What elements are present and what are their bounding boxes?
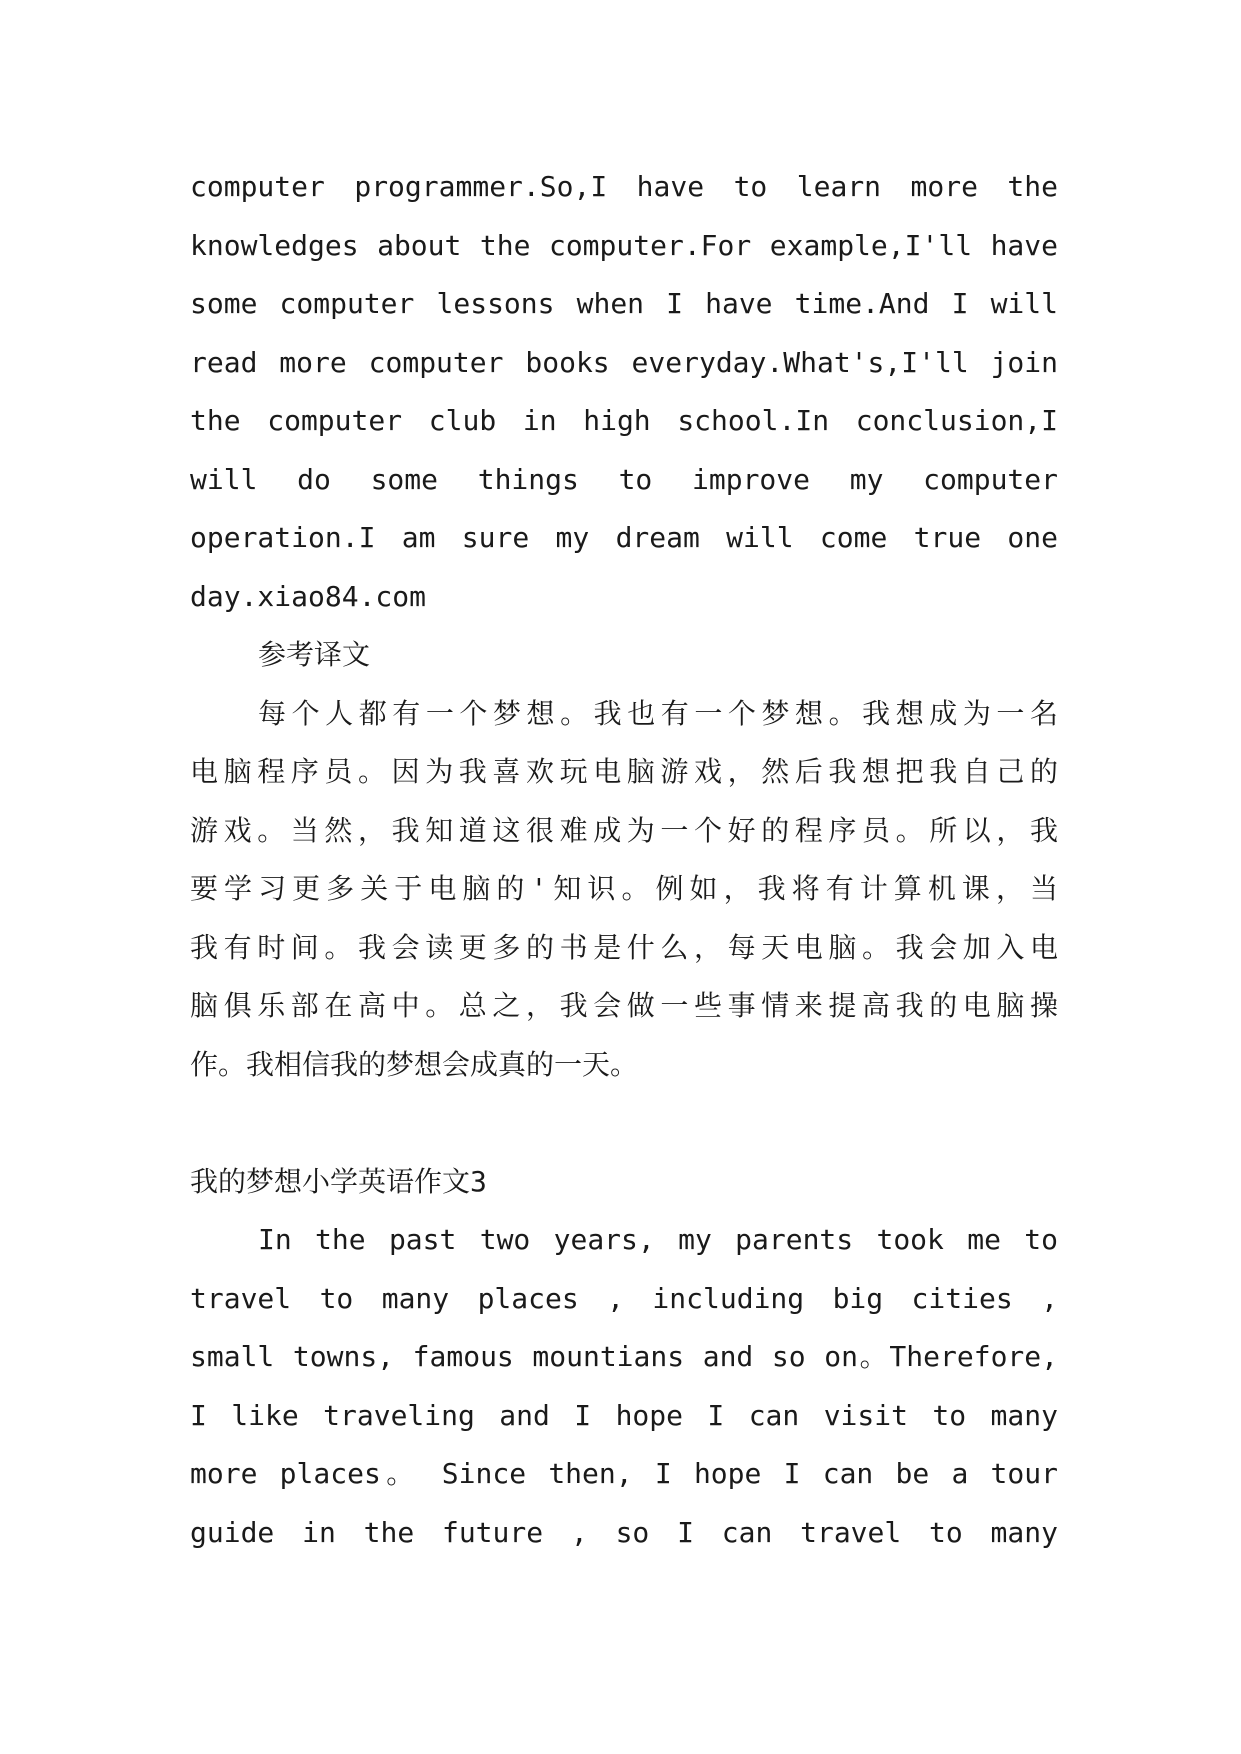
text-line: 我有时间。我会读更多的书是什么，每天电脑。我会加入电	[190, 930, 1058, 964]
text-line: will do some things to improve my computer	[190, 462, 1058, 496]
paragraph-spacer	[190, 1094, 1058, 1153]
text-line: I like traveling and I hope I can visit to many	[190, 1398, 1058, 1432]
text-line: some computer lessons when I have time.And I will	[190, 287, 1058, 320]
essay-2-english-paragraph	[190, 158, 1058, 626]
text-line: 电脑程序员。因为我喜欢玩电脑游戏，然后我想把我自己的	[190, 755, 1058, 788]
translation-paragraph	[190, 685, 1058, 1095]
essay-3-title: 我的梦想小学英语作文3	[190, 1164, 487, 1198]
text-line: In the past two years, my parents took me to	[258, 1223, 1058, 1256]
text-line: 作。我相信我的梦想会成真的一天。	[190, 1047, 639, 1081]
document-body	[190, 158, 1058, 1562]
text-line: read more computer books everyday.What's,I'll join	[190, 345, 1058, 379]
text-line: 要学习更多关于电脑的'知识。例如，我将有计算机课，当	[190, 872, 1058, 905]
text-line: the computer club in high school.In conclusion,I	[190, 404, 1058, 437]
text-line: more places。 Since then, I hope I can be a tour	[190, 1457, 1058, 1490]
text-line: operation.I am sure my dream will come true one	[190, 521, 1058, 554]
text-line: travel to many places , including big cities ,	[190, 1281, 1058, 1315]
text-line: 每个人都有一个梦想。我也有一个梦想。我想成为一名	[258, 696, 1058, 730]
translation-label: 参考译文	[258, 638, 371, 671]
text-line: knowledges about the computer.For example,I'll have	[190, 228, 1058, 262]
text-line: small towns, famous mountians and so on。Therefore,	[190, 1340, 1058, 1373]
text-line: day.xiao84.com	[190, 579, 427, 613]
text-line: computer programmer.So,I have to learn more the	[190, 170, 1058, 203]
text-line: 脑俱乐部在高中。总之，我会做一些事情来提高我的电脑操	[190, 989, 1058, 1022]
text-line: guide in the future , so I can travel to many	[190, 1515, 1058, 1549]
essay-3-paragraph	[190, 1211, 1058, 1562]
text-line: 游戏。当然，我知道这很难成为一个好的程序员。所以，我	[190, 813, 1058, 847]
